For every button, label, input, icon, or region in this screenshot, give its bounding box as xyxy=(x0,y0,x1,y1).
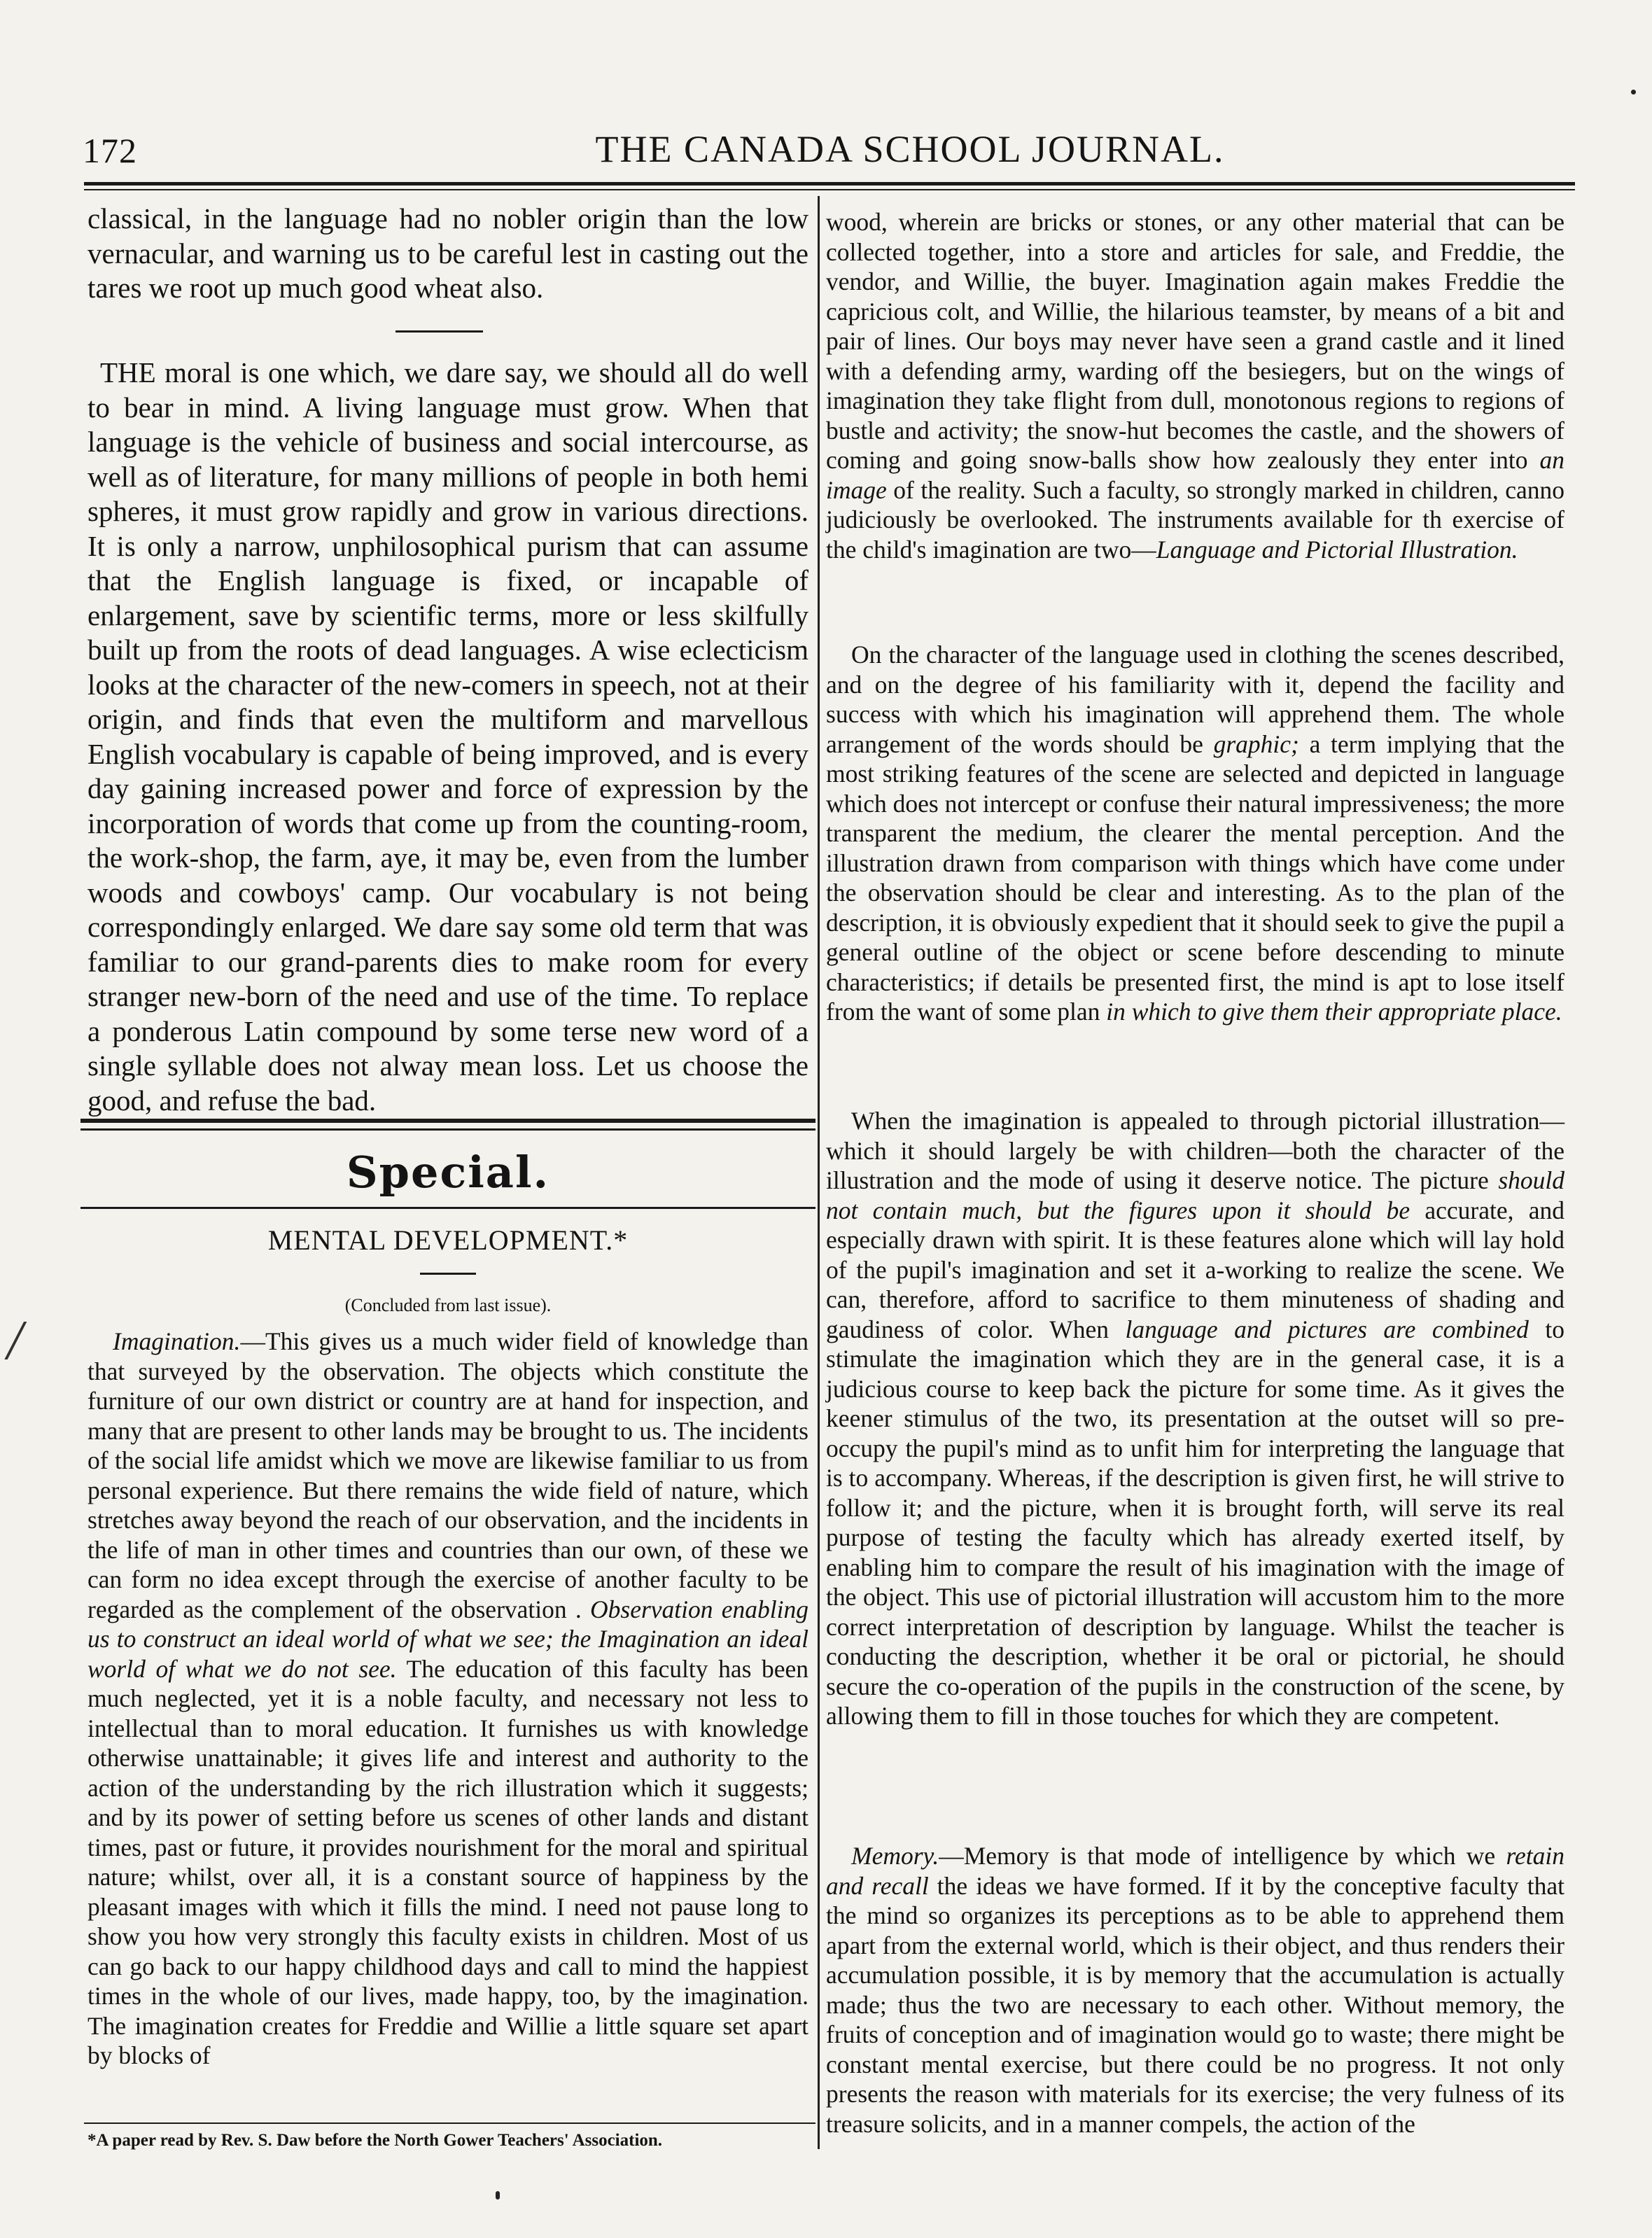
right-text: wood, wherein are bricks or stones, or any other material that can be collected together, into a store and articles for sale, and Freddie, the vendor, and Willie, the buyer. Imagination again makes Freddie the capricious colt, and Willie, the hilarious teamster, by means of a bit and pair of lines. Our boys may never have seen a grand castle and it lined with a defending army, warding off the besiegers, but on the wings of imagination they take flight from dull, monotonous regions to regions of bustle and activity; the snow-hut becomes the castle, and the showers of coming and going snow-balls show how zealously they enter into xyxy=(826,208,1564,474)
imagination-paragraph xyxy=(88,1327,808,2071)
footnote: *A paper read by Rev. S. Daw before the North Gower Teachers' Association. xyxy=(88,2131,663,2150)
header-rule-thin xyxy=(84,189,1575,190)
right-italic: retain and recall xyxy=(826,1842,1564,1900)
right-text: On the character of the language used in clothing the scenes described, and on the degree of his familiarity with it, depend the facility and success with which his imagination will apprehend them. The whole arrangement of the words should be xyxy=(826,641,1564,758)
pictorial-paragraph xyxy=(826,1106,1564,1731)
right-text: to stimulate the imagination which they are in the general case, it is a judicious course to keep back the picture for some time. As it gives the keener stimulus of the two, its presentation at the outset will so pre-occupy the pupil's mind as to unfit him for interpreting the language that is to accompany. Whereas, if the description is given first, he will strive to follow it; and the picture, when it is brought forth, will serve its real purpose of testing the faculty which has already exerted itself, by enabling him to compare the result of his imagination with the image of the object. This use of pictorial illustration will accustom him to the more correct interpretation of description by language. Whilst the teacher is conducting the description, whether it be oral or pictorial, he should secure the co-operation of the pupils in the construction of the scene, by allowing them to fill in those touches for which they are competent. xyxy=(826,1315,1564,1730)
imagination-italic: Observation enabling us to construct an ideal world of what we see; the Imagination an ideal world of what we do not see. xyxy=(88,1595,808,1683)
continued-paragraph: classical, in the language had no nobler origin than the low vernacular, and warning us to be careful lest in casting out the tares we root up much good wheat also. xyxy=(88,202,808,304)
right-text: —Memory is that mode of intelligence by which we xyxy=(939,1842,1496,1870)
right-text: When the imagination is appealed to through pictorial illustration—which it should largely be with children—both the character of the illustration and the mode of using it deserve notice. The picture xyxy=(826,1107,1564,1194)
imagination-text-2: The education of this faculty has been much neglected, yet it is a noble faculty, and necessary not less to intellectual than to moral education. It furnishes us with knowledge otherwise unattainable; it gives life and interest and authority to the action of the understanding by the rich illustration which it suggests; and by its power of setting before us scenes of other lands and distant times, past or future, it provides nourishment for the moral and spiritual nature; whilst, over all, it is a constant source of happiness by the pleasant images with which it fills the mind. I need not pause long to show you how very strongly this faculty exists in children. Most of us can go back to our happy childhood days and call to mind the happiest times in the whole of our lives, made happy, too, by the imagination. The imagination creates for Freddie and Willie a little square set apart by blocks of xyxy=(88,1654,809,2069)
language-paragraph xyxy=(826,640,1564,1027)
column-divider xyxy=(818,196,820,2149)
right-text: accurate, and especially drawn with spirit. It is these features alone which will lay hold of the pupil's imagination and set it a-working to realize the scene. We can, therefore, afford to sacrifice to them minuteness of shading and gaudiness of color. When xyxy=(826,1196,1564,1343)
speck xyxy=(496,2191,500,2199)
memory-paragraph xyxy=(826,1841,1564,2139)
right-italic: graphic; xyxy=(1213,729,1299,758)
right-text: a term implying that the most striking features of the scene are selected and depicted in language which does not intercept or confuse their natural impressiveness; the more transparent the medium, the clearer the mental perception. And the illustration drawn from comparison with things which have come under the observation should be clear and interesting. As to the plan of the description, it is obviously expedient that it should seek to give the pupil a general outline of the object or scene before descending to minute characteristics; if details be presented first, the mind is apt to lose itself from the want of some plan xyxy=(826,729,1565,1026)
speck xyxy=(1631,90,1636,95)
right-italic: language and pictures are combined xyxy=(1125,1315,1529,1343)
section-rule xyxy=(80,1119,816,1123)
memory-lead: Memory. xyxy=(851,1842,939,1870)
margin-mark: / xyxy=(7,1310,23,1371)
right-italic: should not contain much, but the figures upon it should be xyxy=(826,1166,1564,1224)
right-italic: Language and Pictorial Illustration. xyxy=(1156,535,1518,564)
article-title: MENTAL DEVELOPMENT.* xyxy=(267,1224,629,1256)
title-separator xyxy=(420,1273,476,1275)
right-text: of the reality. Such a faculty, so strongly marked in children, canno judiciously be overlooked. The instruments available for th exercise of the child's imagination are two— xyxy=(826,475,1565,564)
section-heading: Special. xyxy=(346,1147,550,1198)
page-number: 172 xyxy=(83,131,137,170)
footnote-rule xyxy=(84,2122,816,2124)
right-italic: an image xyxy=(826,446,1564,504)
concluded-note: (Concluded from last issue). xyxy=(344,1295,552,1315)
right-italic: in which to give them their appropriate place. xyxy=(1106,998,1562,1026)
imagination-continued-paragraph xyxy=(826,207,1564,564)
journal-title: THE CANADA SCHOOL JOURNAL. xyxy=(595,128,1225,170)
section-rule-bottom xyxy=(80,1207,816,1209)
section-rule-thin xyxy=(80,1128,816,1131)
header-rule xyxy=(84,182,1575,186)
imagination-lead: Imagination. xyxy=(113,1327,241,1355)
imagination-text: —This gives us a much wider field of knowledge than that surveyed by the observation. The objects which constitute the furniture of our own district or country are at hand for inspection, and many that are present to other lands may be brought to us. The incidents of the social life amidst which we move are likewise familiar to us from personal experience. But there remains the wide field of nature, which stretches away beyond the reach of our observation, and the incidents in the life of man in other times and countries than our own, of these we can form no idea except through the exercise of another faculty to be regarded as the complement of the observation . xyxy=(88,1327,808,1623)
right-text: the ideas we have formed. If it by the conceptive faculty that the mind so organizes its perceptions as to be able to apprehend them apart from the external world, which is their object, and thus renders their accumulation possible, it is by memory that the accumulation is actually made; thus the two are necessary to each other. Without memory, the fruits of conception and of imagination would go to waste; there might be constant mental exercise, but there could be no progress. It not only presents the reason with materials for its exercise; the very fulness of its treasure solicits, and in a manner compels, the action of the xyxy=(826,1871,1564,2138)
moral-paragraph: THE moral is one which, we dare say, we should all do well to bear in mind. A living language must grow. When that language is the vehicle of business and social intercourse, as well as of literature, for many millions of people in both hemi spheres, it must grow rapidly and grow in various directions. It is only a narrow, unphilosophical purism that can assume that the English language is fixed, or incapable of enlargement, save by scientific terms, more or less skilfully built up from the roots of dead languages. A wise eclecticism looks at the character of the new-comers in speech, not at their origin, and finds that even the multiform and marvellous English vocabulary is capable of being improved, and is every day gaining increased power and force of expression by the incorporation of words that come up from the counting-room, the work-shop, the farm, aye, it may be, even from the lumber woods and cowboys' camp. Our vocabulary is not being correspondingly enlarged. We dare say some old term that was familiar to our grand-parents dies to make room for every stranger new-born of the need and use of the time. To replace a ponderous Latin compound by some terse new word of a single syllable does not alway mean loss. Let us choose the good, and refuse the bad. xyxy=(88,356,808,1117)
paragraph-separator xyxy=(396,330,483,333)
